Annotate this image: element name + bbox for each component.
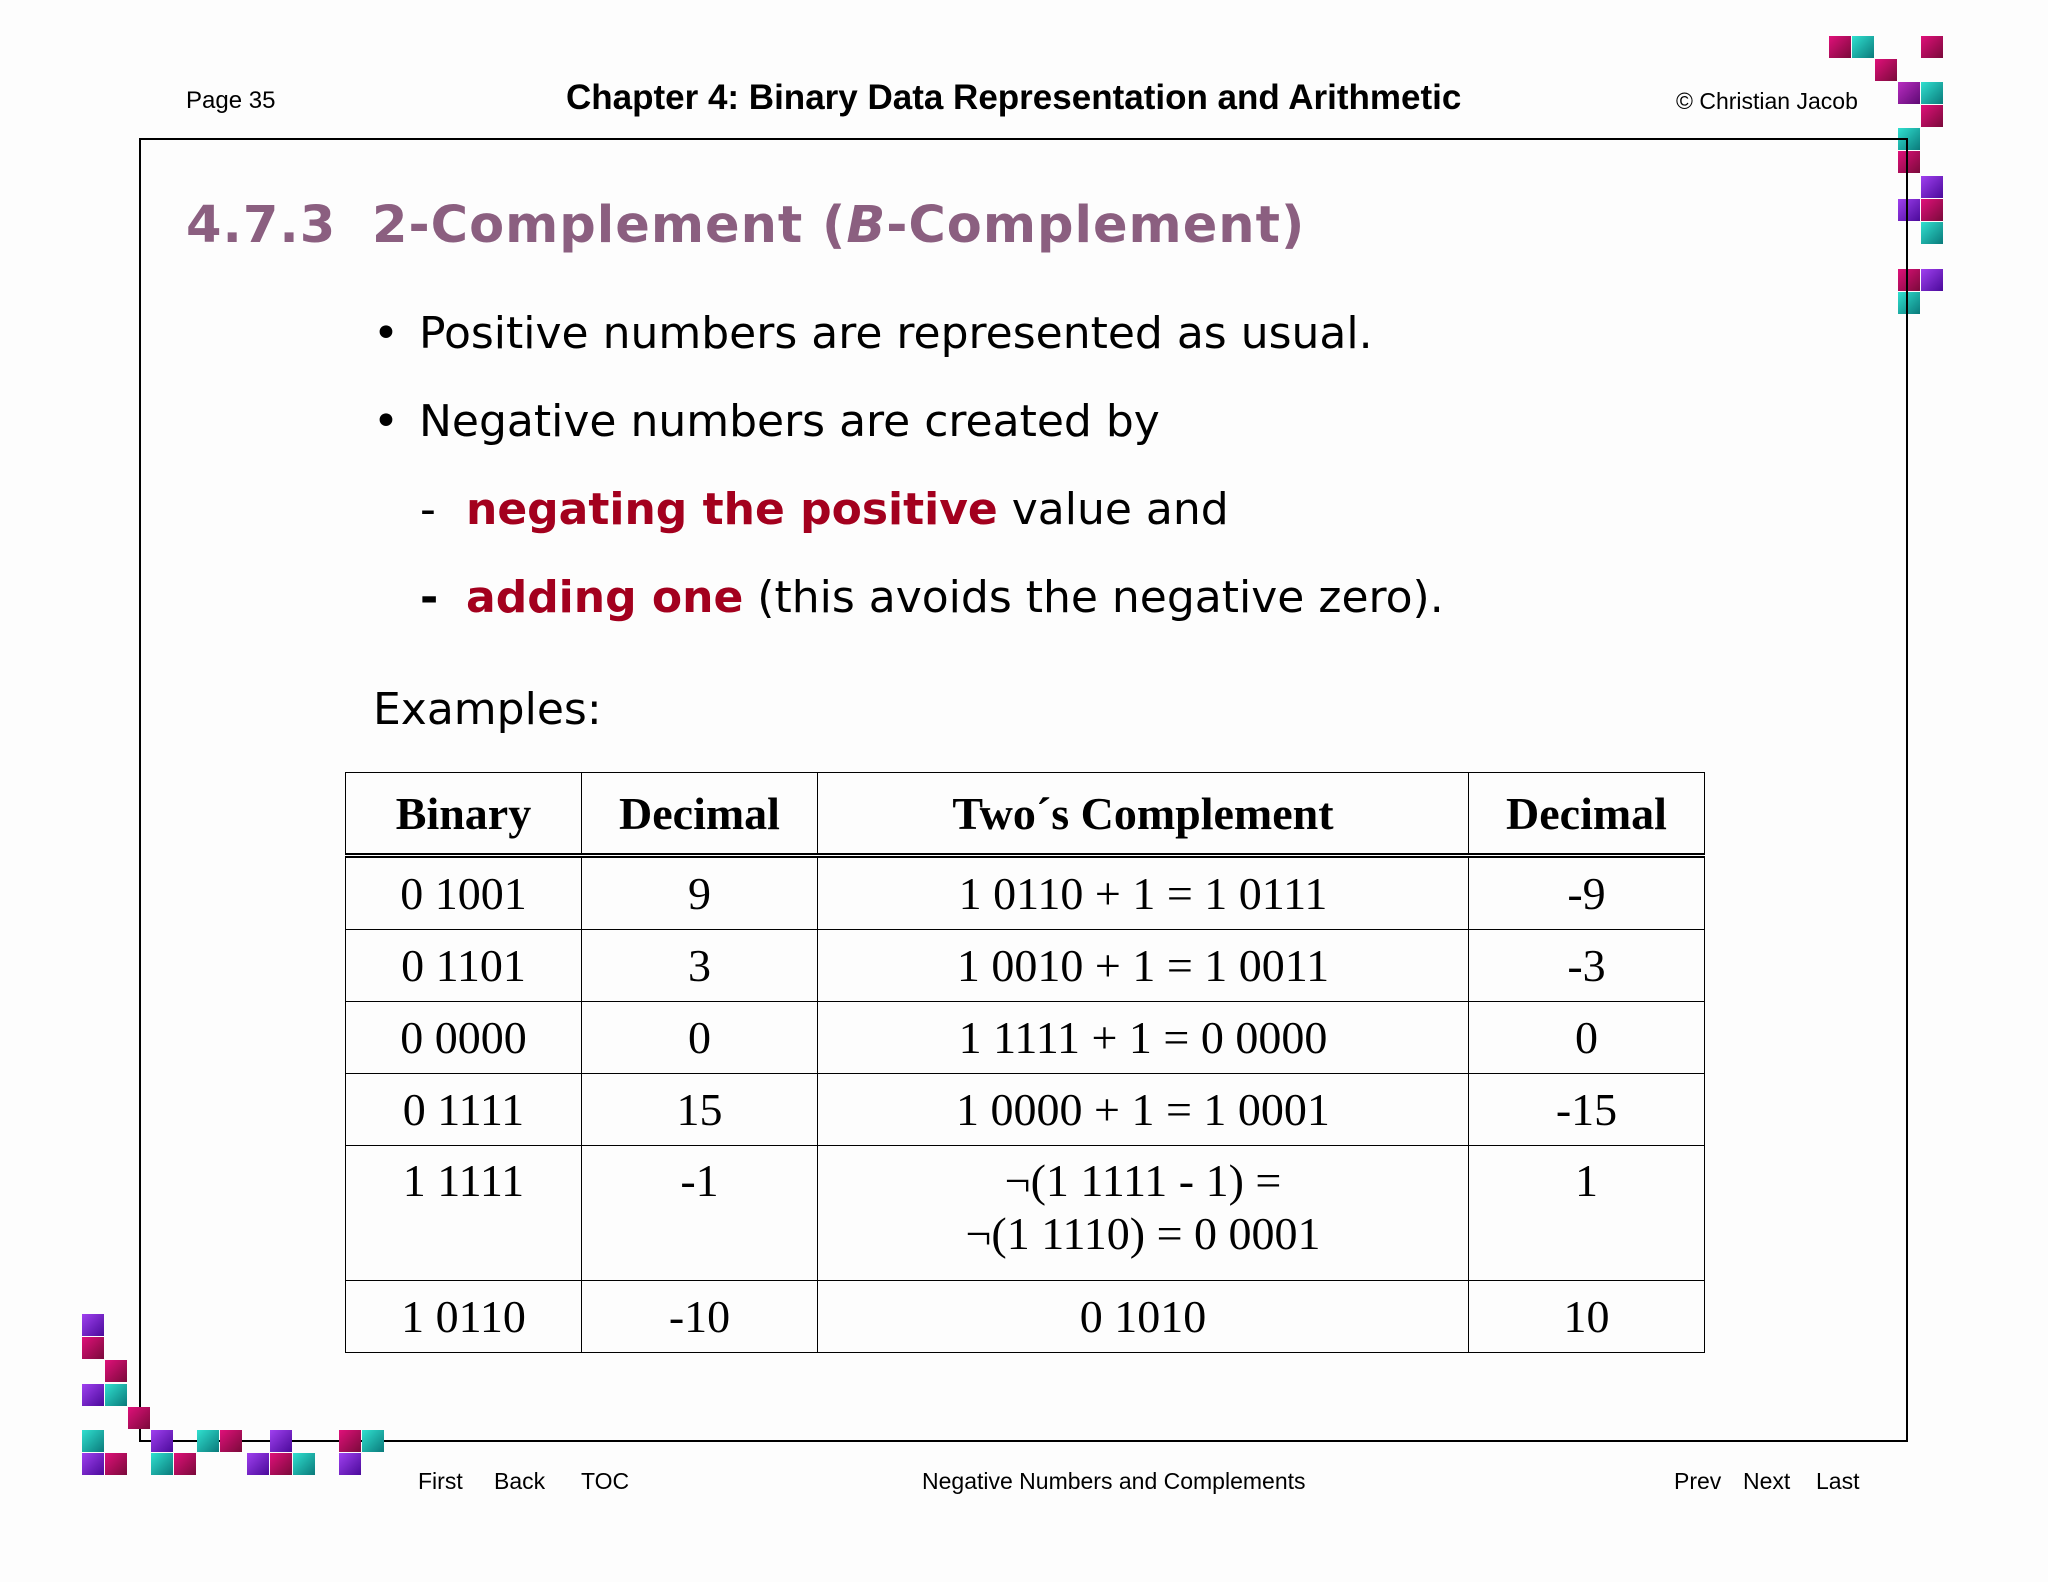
examples-label: Examples: <box>373 684 602 735</box>
decimal-cell: 0 <box>582 1002 818 1074</box>
binary-cell: 0 0000 <box>346 1002 582 1074</box>
column-header: Decimal <box>582 773 818 856</box>
table-row <box>346 1281 1705 1353</box>
complement-cell: 0 1010 <box>818 1281 1469 1353</box>
binary-cell: 1 0110 <box>346 1281 582 1353</box>
copyright-notice: © Christian Jacob <box>1676 88 1858 114</box>
nav-next-link[interactable]: Next <box>1743 1468 1791 1494</box>
result-cell: -3 <box>1469 930 1705 1002</box>
complement-cell: 1 0000 + 1 = 1 0001 <box>818 1074 1469 1146</box>
column-header: Binary <box>346 773 582 856</box>
result-cell: 1 <box>1469 1146 1705 1281</box>
result-cell: -15 <box>1469 1074 1705 1146</box>
table-row <box>346 1074 1705 1146</box>
section-heading: 4.7.3 2-Complement (B-Complement) <box>186 196 1306 255</box>
emphasis-text: adding one <box>466 572 744 623</box>
nav-prev-link[interactable]: Prev <box>1674 1468 1722 1494</box>
nav-last-link[interactable]: Last <box>1816 1468 1860 1494</box>
nav-toc-link[interactable]: TOC <box>581 1468 630 1494</box>
column-header: Decimal <box>1469 773 1705 856</box>
decimal-cell: -10 <box>582 1281 818 1353</box>
result-cell: 0 <box>1469 1002 1705 1074</box>
decimal-cell: 3 <box>582 930 818 1002</box>
binary-cell: 0 1001 <box>346 856 582 930</box>
column-header: Two´s Complement <box>818 773 1469 856</box>
complement-cell: 1 0110 + 1 = 1 0111 <box>818 856 1469 930</box>
table-row <box>346 1146 1705 1281</box>
binary-cell: 1 1111 <box>346 1146 582 1281</box>
complement-cell: 1 0010 + 1 = 1 0011 <box>818 930 1469 1002</box>
table-row <box>346 856 1705 930</box>
table-header-row <box>346 773 1705 856</box>
result-cell: -9 <box>1469 856 1705 930</box>
table-row <box>346 930 1705 1002</box>
bullet-icon: • <box>373 308 399 359</box>
emphasis-text: negating the positive <box>466 484 998 535</box>
bullet-icon: • <box>373 396 399 447</box>
binary-cell: 0 1101 <box>346 930 582 1002</box>
section-number: 4.7.3 <box>186 196 337 255</box>
complement-cell: 1 1111 + 1 = 0 0000 <box>818 1002 1469 1074</box>
page-header <box>0 0 2048 140</box>
result-cell: 10 <box>1469 1281 1705 1353</box>
nav-back-link[interactable]: Back <box>494 1468 546 1494</box>
decimal-cell: 15 <box>582 1074 818 1146</box>
page-number: Page 35 <box>186 87 276 114</box>
examples-table <box>345 772 1705 1353</box>
nav-first-link[interactable]: First <box>418 1468 463 1494</box>
decimal-cell: -1 <box>582 1146 818 1281</box>
decimal-cell: 9 <box>582 856 818 930</box>
binary-cell: 0 1111 <box>346 1074 582 1146</box>
complement-cell: ¬(1 1111 - 1) = ¬(1 1110) = 0 0001 <box>818 1146 1469 1281</box>
table-row <box>346 1002 1705 1074</box>
chapter-title: Chapter 4: Binary Data Representation and Arithmetic <box>566 78 1462 117</box>
footer-topic: Negative Numbers and Complements <box>922 1468 1306 1494</box>
